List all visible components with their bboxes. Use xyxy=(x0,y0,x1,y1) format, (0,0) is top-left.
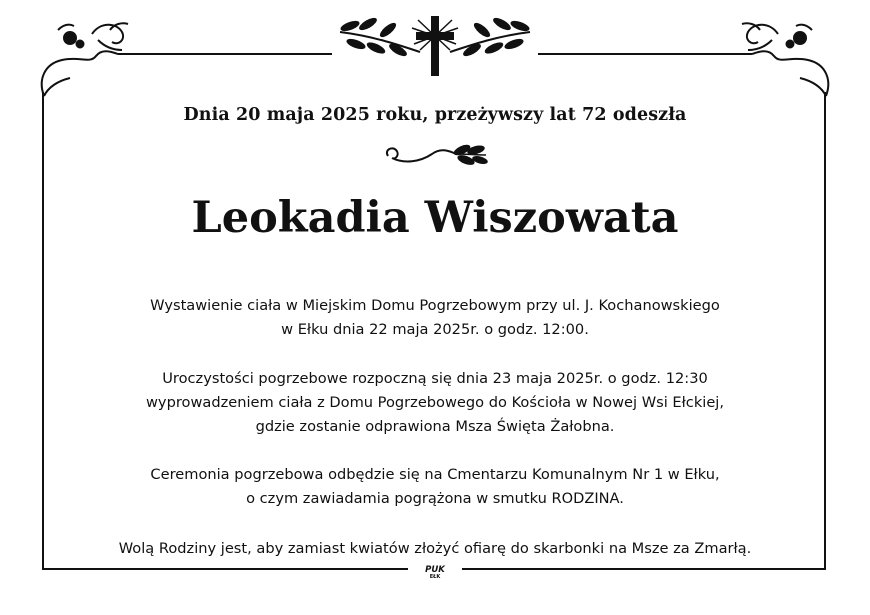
top-ornament-band xyxy=(0,0,870,100)
paragraph-line: Uroczystości pogrzebowe rozpoczną się dnia 23 maja 2025r. o godz. 12:30 xyxy=(162,370,708,387)
swirl-divider-icon xyxy=(380,140,490,174)
paragraph-line: gdzie zostanie odprawiona Msza Święta Żałobna. xyxy=(255,418,615,435)
cross-icon xyxy=(412,16,458,76)
paragraph-donation xyxy=(0,537,870,561)
logo-sub-text: EŁK xyxy=(429,574,441,580)
paragraph-line: wyprowadzeniem ciała z Domu Pogrzebowego do Kościoła w Nowej Wsi Ełckiej, xyxy=(146,394,724,411)
paragraph-line: Ceremonia pogrzebowa odbędzie się na Cmentarzu Komunalnym Nr 1 w Ełku, xyxy=(150,466,720,483)
notice-header: Dnia 20 maja 2025 roku, przeżywszy lat 72 odeszła xyxy=(183,105,687,125)
paragraph-ceremony xyxy=(0,367,870,439)
corner-flourish-right-icon xyxy=(742,23,828,96)
corner-flourish-left-icon xyxy=(42,23,128,96)
paragraph-line: o czym zawiadamia pogrążona w smutku RODZINA. xyxy=(246,490,624,507)
footer-logo xyxy=(408,563,462,581)
deceased-name: Leokadia Wiszowata xyxy=(191,193,679,243)
paragraph-burial xyxy=(0,463,870,511)
paragraph-line: Wolą Rodziny jest, aby zamiast kwiatów złożyć ofiarę do skarbonki na Msze za Zmarłą. xyxy=(118,540,752,557)
paragraph-line: w Ełku dnia 22 maja 2025r. o godz. 12:00. xyxy=(281,321,589,338)
paragraph-line: Wystawienie ciała w Miejskim Domu Pogrzebowym przy ul. J. Kochanowskiego xyxy=(150,297,720,314)
logo-main-text: PUK xyxy=(425,565,445,575)
paragraph-viewing xyxy=(0,294,870,342)
laurel-left-icon xyxy=(339,16,420,59)
laurel-right-icon xyxy=(450,16,531,59)
